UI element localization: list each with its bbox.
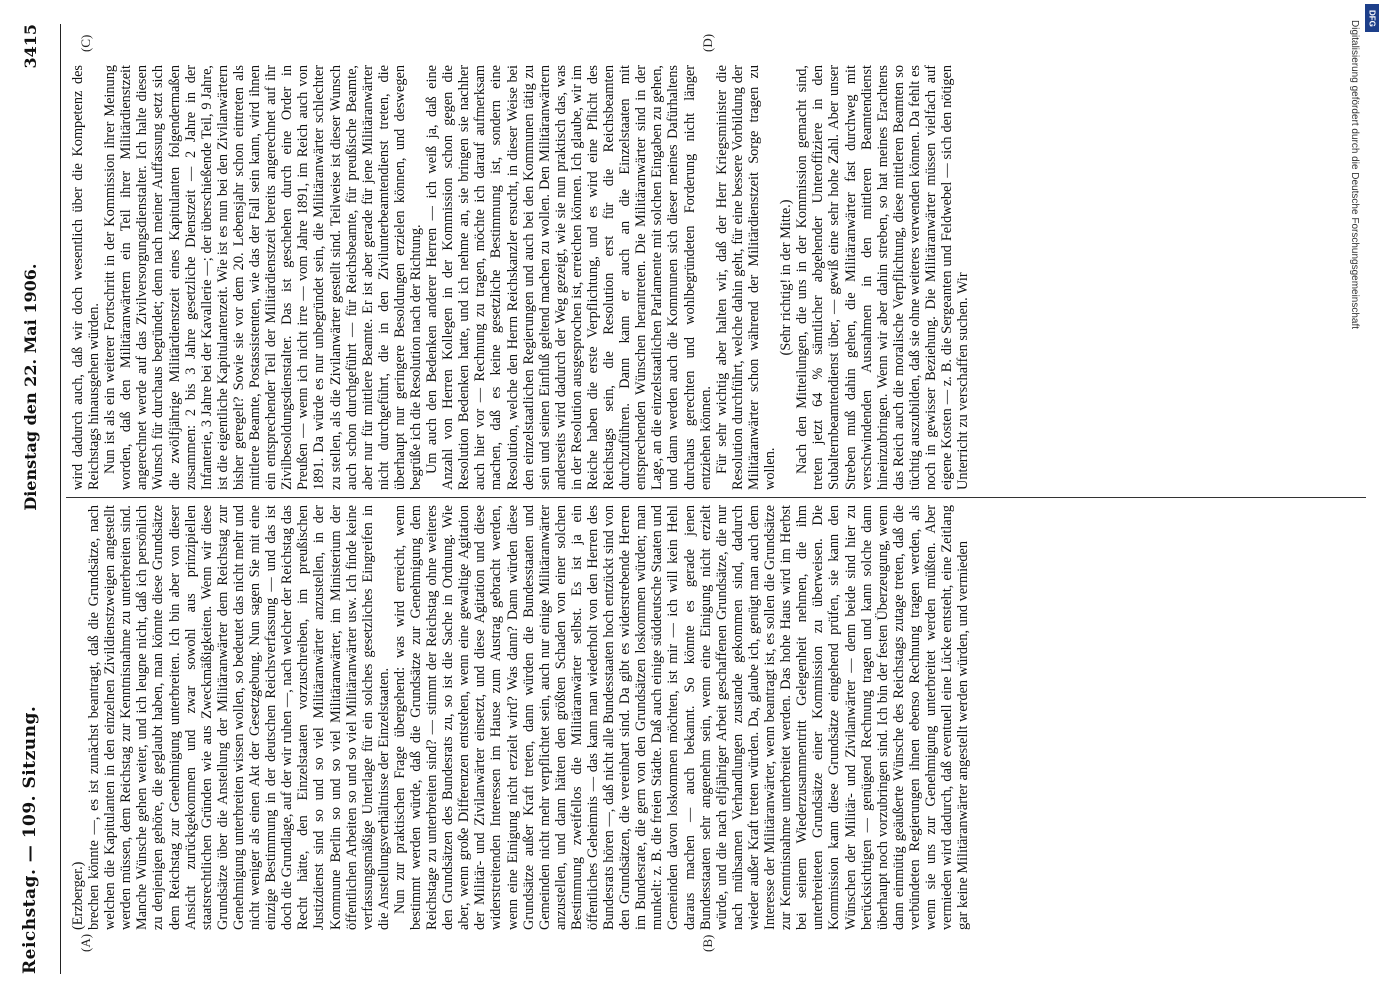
page-header [0, 24, 61, 974]
paragraph: Für sehr wichtig aber halten wir, daß der Herr Kriegsminister die Resolution durchführt, welche dahin geht, für eine bessere Vorbildung der Militäranwärter schon während der Militärdienstzeit Sorge tragen zu wollen. [713, 65, 779, 490]
digitization-credit: Digitalisierung gefördert durch die Deutsche Forschungsgemeinschaft [1349, 20, 1360, 330]
margin-marker-a: (A) [78, 933, 93, 952]
paragraph: Nun zur praktischen Frage übergehend: was wird erreicht, wenn bestimmt werden würde, daß die Grundsätze zur Genehmigung dem Reichstage zu unterbreiten sind? — stimmt der Reichstag ohne weiteres den Grundsätzen des Bundesrats zu, so ist die Sache in Ordnung. Wie aber, wenn große Differenzen entstehen, wenn eine gewaltige Agitation der Militär- und Zivilanwärter einsetzt, und diese Agitation und diese widerstreitenden Interessen im Hause zum Austrag gebracht werden, wenn eine Einigung nicht erzielt wird? Was dann? Dann würden diese Grundsätze außer Kraft treten, dann würden die Bundesstaaten und Gemeinden nicht mehr verpflichtet sein, auch nur einige Militäranwärter anzustellen, und dann hätten den größten Schaden von einer solchen Bestimmung zweifellos die Militäranwärter selbst. Es ist ja ein öffentliches Geheimnis — das kann man wiederholt von den Herren des Bundesrats hören —, daß nicht alle Bundesstaaten hoch entzückt sind von den Grundsätzen, die vereinbart sind. Da gibt es widerstrebende Herren im Bundesrate, die gern von den Grundsätzen loskommen würden; man munkelt: z. B. die freien Städte. Daß auch einige süddeutsche Staaten und Gemeinden davon loskommen möchten, ist mir — ich will kein Hehl daraus machen — auch bekannt. So könnte es gerade jenen Bundesstaaten sehr angenehm sein, wenn eine Einigung nicht erzielt würde, und die nach elfjähriger Arbeit geschaffenen Grundsätze, die nur nach mühsamen Verhandlungen zustande gekommen sind, dadurch wieder außer Kraft treten würden. Da, glaube ich, genügt man auch dem Interesse der Militäranwärter, wenn beantragt ist, es sollen die Grundsätze zur Kenntnisnahme unterbreitet werden. Das hohe Haus wird im Herbst bei seinem Wiederzusammentritt Gelegenheit nehmen, die ihm unterbreiteten Grundsätze einer Kommission zu überweisen. Die Kommission kann diese Grundsätze eingehend prüfen, sie kann den Wünschen der Militär- und Zivilanwärter — denn beide sind hier zu berücksichtigen — genügend Rechnung tragen und kann solche dann überhaupt noch vorzubringen sind. Ich bin der festen Überzeugung, wenn dann einmütig geäußerte Wünsche des Reichstags zutage treten, daß die verbündeten Regierungen ihnen ebenso Rechnung tragen werden, als wenn sie uns zur Genehmigung unterbreitet werden müßten. Aber vermieden wird dadurch, daß eventuell eine Lücke entsteht, eine Zeitlang gar keine Militäranwärter angestellt werden würden, und vermieden [391, 505, 972, 930]
speaker-label: (Erzberger.) [70, 861, 86, 930]
margin-marker-b: (B) [700, 934, 715, 952]
column-divider [66, 497, 1366, 498]
paragraph: brechen könnte —, es ist zunächst beantragt, daß die Grundsätze, nach welchen die Kapitulanten in den einzelnen Zivildienstzweigen angestellt werden müssen, dem Reichstag zur Kenntnisnahme zu unterbreiten sind. Manche Wünsche gehen weiter, und ich leugne nicht, daß ich persönlich zu denjenigen gehöre, die geglaubt haben, man könnte diese Grundsätze dem Reichstag zur Genehmigung unterbreiten. Ich bin aber von dieser Ansicht zurückgekommen und zwar sowohl aus prinzipiellen staatsrechtlichen Gründen wie aus Zweckmäßigkeiten. Wenn wir diese Grundsätze über die Anstellung der Militäranwärter dem Reichstag zur Genehmigung unterbreiten wissen wollen, so bedeutet das nicht mehr und nicht weniger als einen Akt der Gesetzgebung. Nun sagen Sie mit eine einzige Bestimmung in der deutschen Reichsverfassung — und das ist doch die Grundlage, auf der wir ruhen —, nach welcher der Reichstag das Recht hätte, den Einzelstaaten vorzuschreiben, im preußischen Justizdienst sind so und so viel Militäranwärter anzustellen, in der Kommune Berlin so und so viel Militäranwärter, im Ministerium der öffentlichen Arbeiten so und so viel Militäranwärter usw. Ich finde keine verfassungsmäßige Unterlage für ein solches gesetzliches Eingreifen in die Anstellungsverhältnisse der Einzelstaaten. [86, 505, 392, 930]
page-number: 3415 [20, 24, 40, 69]
paragraph: Nach den Mitteilungen, die uns in der Kommission gemacht sind, treten jetzt 64 % sämtlicher abgehender Unteroffiziere in den Subalternbeamtendienst über, — gewiß eine sehr hohe Zahl. Aber unser Streben muß dahin gehen, die Militäranwärter fast durchweg mit verschwindenden Ausnahmen in den mittleren Beamtendienst hineinzubringen. Wenn wir aber dahin streben, so hat meines Erachtens das Reich auch die moralische Verpflichtung, diese mittleren Beamten so tüchtig auszubilden, daß sie ohne weiteres verwenden können. Da fehlt es noch in gewisser Beziehung. Die Militäranwärter müssen vielfach auf eigene Kosten — z. B. die Sergeanten und Feldwebel — sich den nötigen Unterricht zu verschaffen suchen. Wir [794, 65, 972, 490]
margin-marker-d: (D) [700, 33, 715, 52]
header-date: Dienstag den 22. Mai 1906. [20, 263, 40, 511]
header-session-title: Reichstag. — 109. Sitzung. [20, 705, 40, 974]
left-column [70, 505, 1370, 930]
right-column [70, 65, 1370, 490]
paragraph: wird dadurch auch, daß wir doch wesentlich über die Kompetenz des Reichstags hinausgehen würden. [70, 65, 103, 490]
paragraph: Nun ist als ein weiterer Fortschritt in der Kommission ihrer Meinung worden, daß den Militäranwärtern ein Teil ihrer Militärdienstzeit angerechnet werde auf das Zivilversorgungsdienstalter. Ich halte diesen Wunsch für durchaus begründet; denn nach meiner Auffassung setzt sich die zwölfjährige Militärdienstzeit eines Kapitulanten folgendermaßen zusammen: 2 bis 3 Jahre gesetzliche Dienstzeit — 2 Jahre in der Infanterie, 3 Jahre bei der Kavallerie —; der überschießende Teil, 9 Jahre, ist die eigentliche Kapitulantenzeit. Wie ist es nun bei den Zivilanwärtern bisher geregelt? Sowie sie vor dem 20. Lebensjahr schon eintreten als mittlere Beamte, Postassistenten, wie das der Fall sein kann, wird ihnen ein entsprechender Teil der Militärdienstzeit bereits angerechnet auf ihr Zivilbesoldungsdienstalter. Das ist geschehen durch eine Order in Preußen — wenn ich nicht irre — vom Jahre 1891, im Reich auch von 1891. Da würde es nur unbegründet sein, die Militäranwärter schlechter zu stellen, als die Zivilanwärter gestellt sind. Teilweise ist dieser Wunsch auch schon durchgeführt — für Reichsbeamte, für preußische Beamte, aber nur für mittlere Beamte. Er ist aber gerade für jene Militäranwärter nicht durchgeführt, die in den Zivilunterbeamtendienst treten, die überhaupt nur geringere Besoldungen erzielen können, und deswegen begrüße ich die Resolution nach der Richtung. [102, 65, 424, 490]
margin-marker-c: (C) [78, 34, 93, 52]
interjection: (Sehr richtig! in der Mitte.) [778, 199, 795, 356]
dfg-logo: DFG [1365, 4, 1379, 32]
paragraph: Um auch den Bedenken anderer Herren — ich weiß ja, daß eine Anzahl von Herren Kollegen in der Kommission schon gegen die Resolution Bedenken hatte, und ich nehme an, sie bringen sie nachher auch hier vor — Rechnung zu tragen, möchte ich darauf aufmerksam machen, daß es keine gesetzliche Bestimmung ist, sondern eine Resolution, welche den Herrn Reichskanzler ersucht, in dieser Weise bei den einzelstaatlichen Regierungen und auch bei den Kommunen tätig zu sein und seinen Einfluß geltend machen zu wollen. Den Militäranwärtern anderseits wird dadurch der Weg gezeigt, wie sie nun praktisch das, was in der Resolution ausgesprochen ist, erreichen können. Ich glaube, wir im Reiche haben die erste Verpflichtung, und es wird eine Pflicht des Reichstags sein, die Resolution erst für die Reichsbeamten durchzuführen. Dann kann er auch an die Einzelstaaten mit entsprechenden Wünschen herantreten. Die Militäranwärter sind in der Lage, an die einzelstaatlichen Parlamente mit solchen Eingaben zu gehen, und dann werden auch die Kommunen sich dieser meines Dafürhaltens durchaus gerechten und wohlbegründeten Forderung nicht länger entziehen können. [424, 65, 714, 490]
